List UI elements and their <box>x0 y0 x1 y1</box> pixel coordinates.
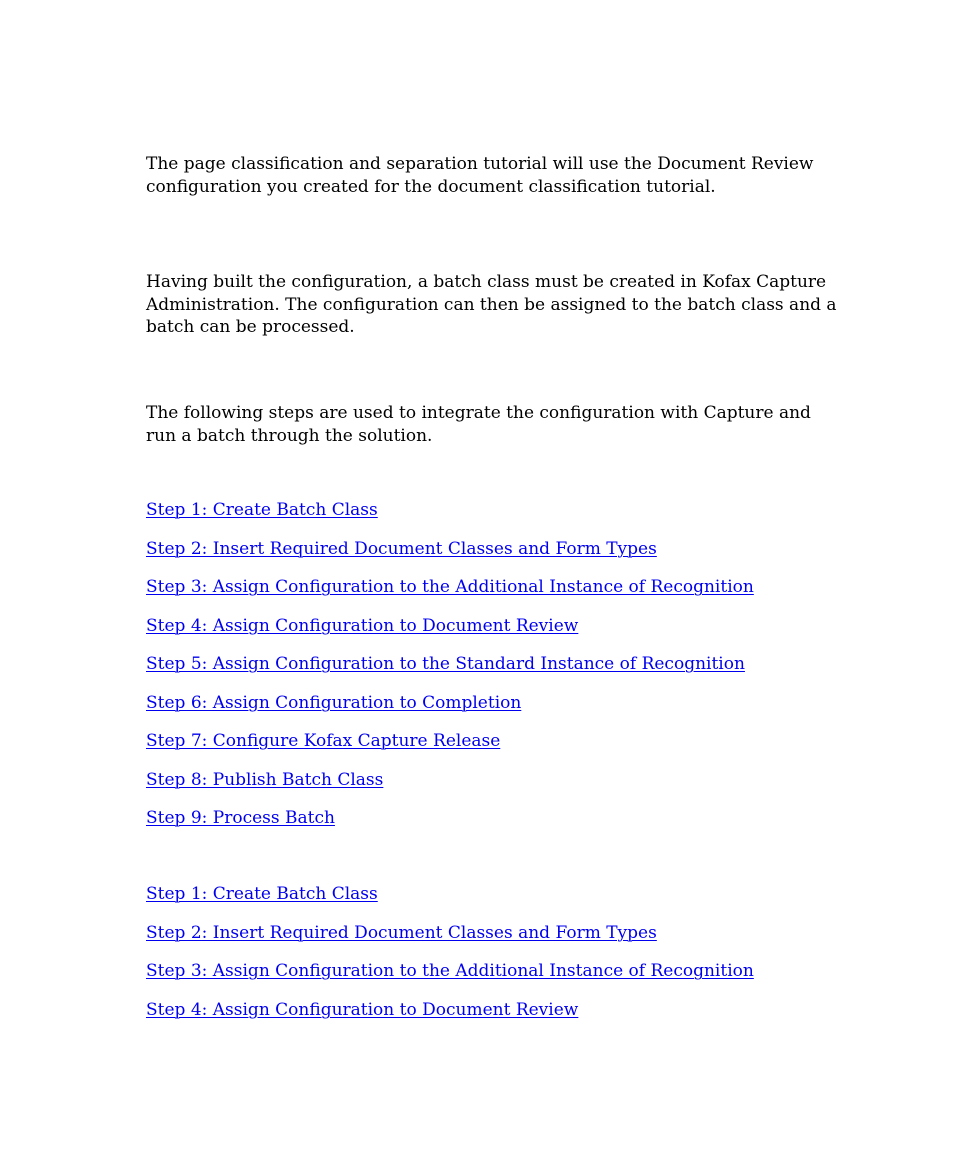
list-item <box>146 539 754 578</box>
step-8-link[interactable]: Step 8: Publish Batch Class <box>146 769 384 790</box>
list-item <box>146 500 754 539</box>
intro-paragraph: The page classification and separation tutorial will use the Document Review configuration you created for the document classification tutorial. <box>146 154 814 197</box>
step-2-link-repeat[interactable]: Step 2: Insert Required Document Classes and Form Types <box>146 922 657 943</box>
list-item <box>146 731 754 770</box>
step-3-link-repeat[interactable]: Step 3: Assign Configuration to the Additional Instance of Recognition <box>146 961 754 981</box>
step-5-link[interactable]: Step 5: Assign Configuration to the Standard Instance of Recognition <box>146 654 745 674</box>
list-item <box>146 923 754 962</box>
steps-intro-paragraph: The following steps are used to integrate the configuration with Capture and run a batch through the solution. <box>146 403 811 446</box>
list-item <box>146 616 754 655</box>
list-item <box>146 770 754 809</box>
list-item <box>146 884 754 923</box>
batch-class-paragraph: Having built the configuration, a batch class must be created in Kofax Capture Administration. The configuration can then be assigned to the batch class and a batch can be processed. <box>146 272 837 337</box>
list-item <box>146 808 754 847</box>
step-9-link[interactable]: Step 9: Process Batch <box>146 808 335 828</box>
steps-link-list-repeat <box>146 884 754 1038</box>
steps-link-list <box>146 500 754 847</box>
step-4-link-repeat[interactable]: Step 4: Assign Configuration to Document Review <box>146 999 579 1020</box>
step-3-link[interactable]: Step 3: Assign Configuration to the Additional Instance of Recognition <box>146 577 754 597</box>
list-item <box>146 1000 754 1039</box>
list-item <box>146 577 754 616</box>
step-2-link[interactable]: Step 2: Insert Required Document Classes and Form Types <box>146 538 657 559</box>
step-7-link[interactable]: Step 7: Configure Kofax Capture Release <box>146 731 501 751</box>
step-1-link-repeat[interactable]: Step 1: Create Batch Class <box>146 884 378 904</box>
step-4-link[interactable]: Step 4: Assign Configuration to Document Review <box>146 615 579 636</box>
step-1-link[interactable]: Step 1: Create Batch Class <box>146 500 378 520</box>
step-6-link[interactable]: Step 6: Assign Configuration to Completion <box>146 692 522 713</box>
list-item <box>146 654 754 693</box>
list-item <box>146 693 754 732</box>
list-item <box>146 961 754 1000</box>
